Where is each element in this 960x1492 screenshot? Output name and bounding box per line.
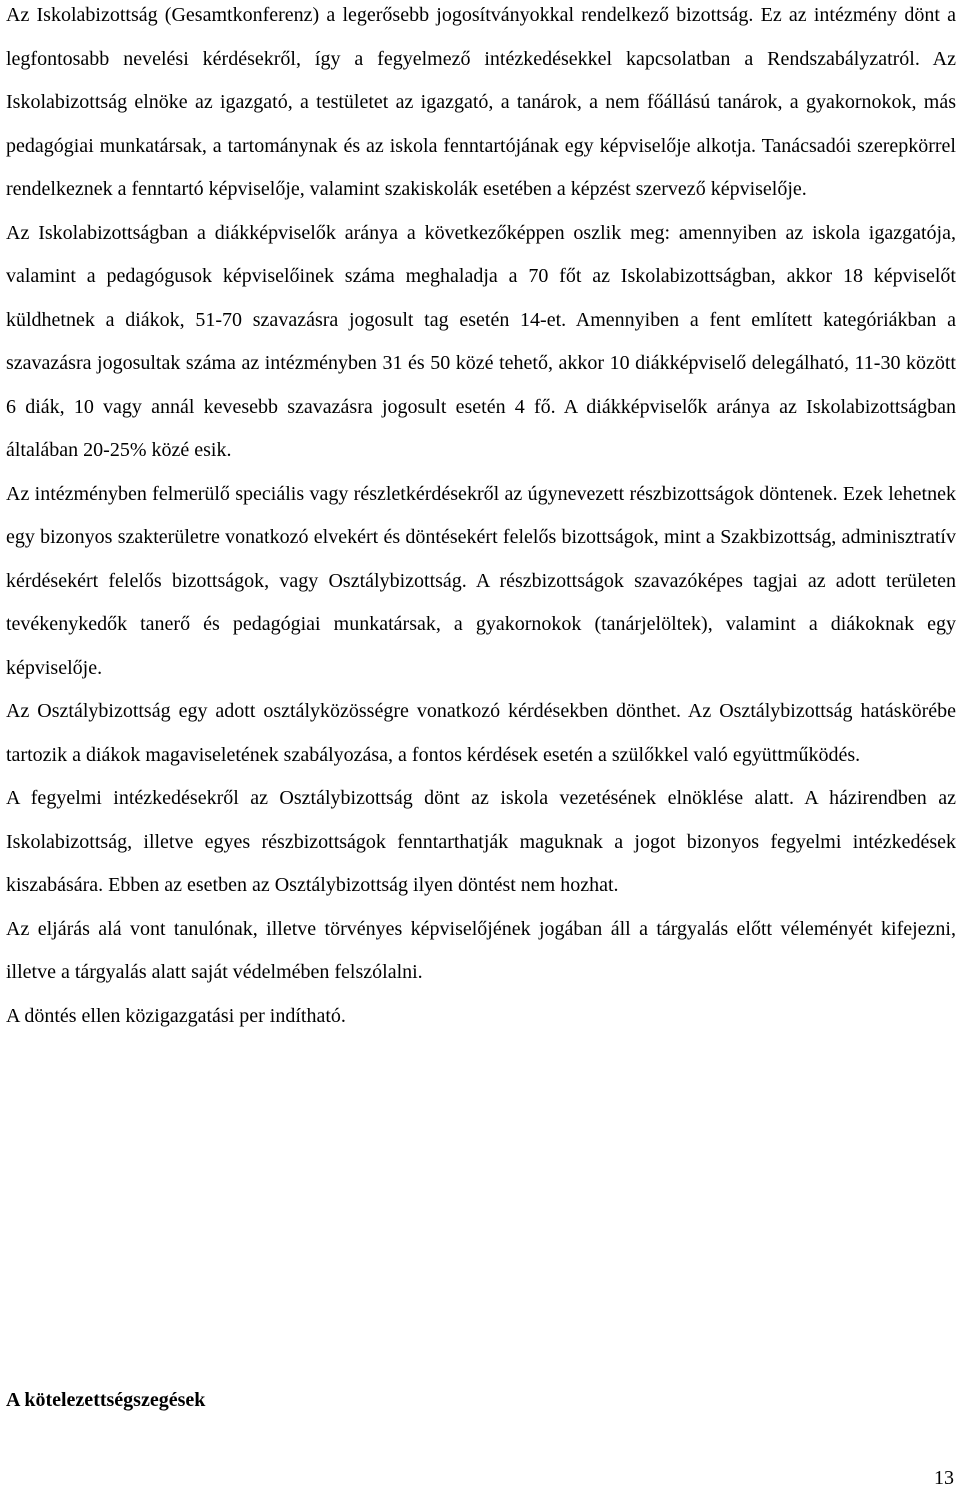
document-body [6,0,956,1038]
paragraph-class-committee: Az Osztálybizottság egy adott osztályközösségre vonatkozó kérdésekben dönthet. Az Osztálybizottság hatáskörébe tartozik a diákok magaviseletének szabályozása, a fontos kérdések esetén a szülőkkel való együttműködés. [6,700,956,766]
paragraph-student-representatives: Az Iskolabizottságban a diákképviselők aránya a következőképpen oszlik meg: amennyiben az iskola igazgatója, valamint a pedagógusok képviselőinek száma meghaladja a 70 főt az Iskolabizottságban, akkor 18 képviselőt küldhetnek a diákok, 51-70 szavazásra jogosult tag esetén 14-et. Amennyiben a fent említett kategóriákban a szavazásra jogosultak száma az intézményben 31 és 50 közé tehető, akkor 10 diákképviselő delegálható, 11-30 között 6 diák, 10 vagy annál kevesebb szavazásra jogosult esetén 4 fő. A diákképviselők aránya az Iskolabizottságban általában 20-25% közé esik. [6,221,956,461]
paragraph-school-committee: Az Iskolabizottság (Gesamtkonferenz) a legerősebb jogosítványokkal rendelkező bizottság. Ez az intézmény dönt a legfontosabb nevelési kérdésekről, így a fegyelmező intézkedésekkel kapcsolatban a Rendszabályzatról. Az Iskolabizottság elnöke az igazgató, a testületet az igazgató, a tanárok, a nem főállású tanárok, a gyakornokok, más pedagógiai munkatársak, a tartománynak és az iskola fenntartójának egy képviselője alkotja. Tanácsadói szerepkörrel rendelkeznek a fenntartó képviselője, valamint szakiskolák esetében a képzést szervező képviselője. [6,4,956,200]
paragraph-subcommittees: Az intézményben felmerülő speciális vagy részletkérdésekről az úgynevezett részbizottságok döntenek. Ezek lehetnek egy bizonyos szakterületre vonatkozó elvekért és döntésekért felelős bizottságok, mint a Szakbizottság, adminisztratív kérdésekért felelős bizottságok, vagy Osztálybizottság. A részbizottságok szavazóképes tagjai az adott területen tevékenykedők tanerő és pedagógiai munkatársak, a gyakornokok (tanárjelöltek), valamint a diákoknak egy képviselője. [6,482,956,679]
page-number: 13 [934,1467,954,1489]
paragraph-student-hearing: Az eljárás alá vont tanulónak, illetve törvényes képviselőjének jogában áll a tárgyalás előtt véleményét kifejezni, illetve a tárgyalás alatt saját védelmében felszólalni. [6,917,956,983]
section-heading: A kötelezettségszegések [6,1389,206,1411]
paragraph-disciplinary-measures: A fegyelmi intézkedésekről az Osztálybizottság dönt az iskola vezetésének elnöklése alatt. A házirendben az Iskolabizottság, illetve egyes részbizottságok fenntarthatják maguknak a jogot bizonyos fegyelmi intézkedések kiszabására. Ebben az esetben az Osztálybizottság ilyen döntést nem hozhat. [6,787,956,896]
paragraph-appeal: A döntés ellen közigazgatási per indítható. [6,1004,346,1027]
